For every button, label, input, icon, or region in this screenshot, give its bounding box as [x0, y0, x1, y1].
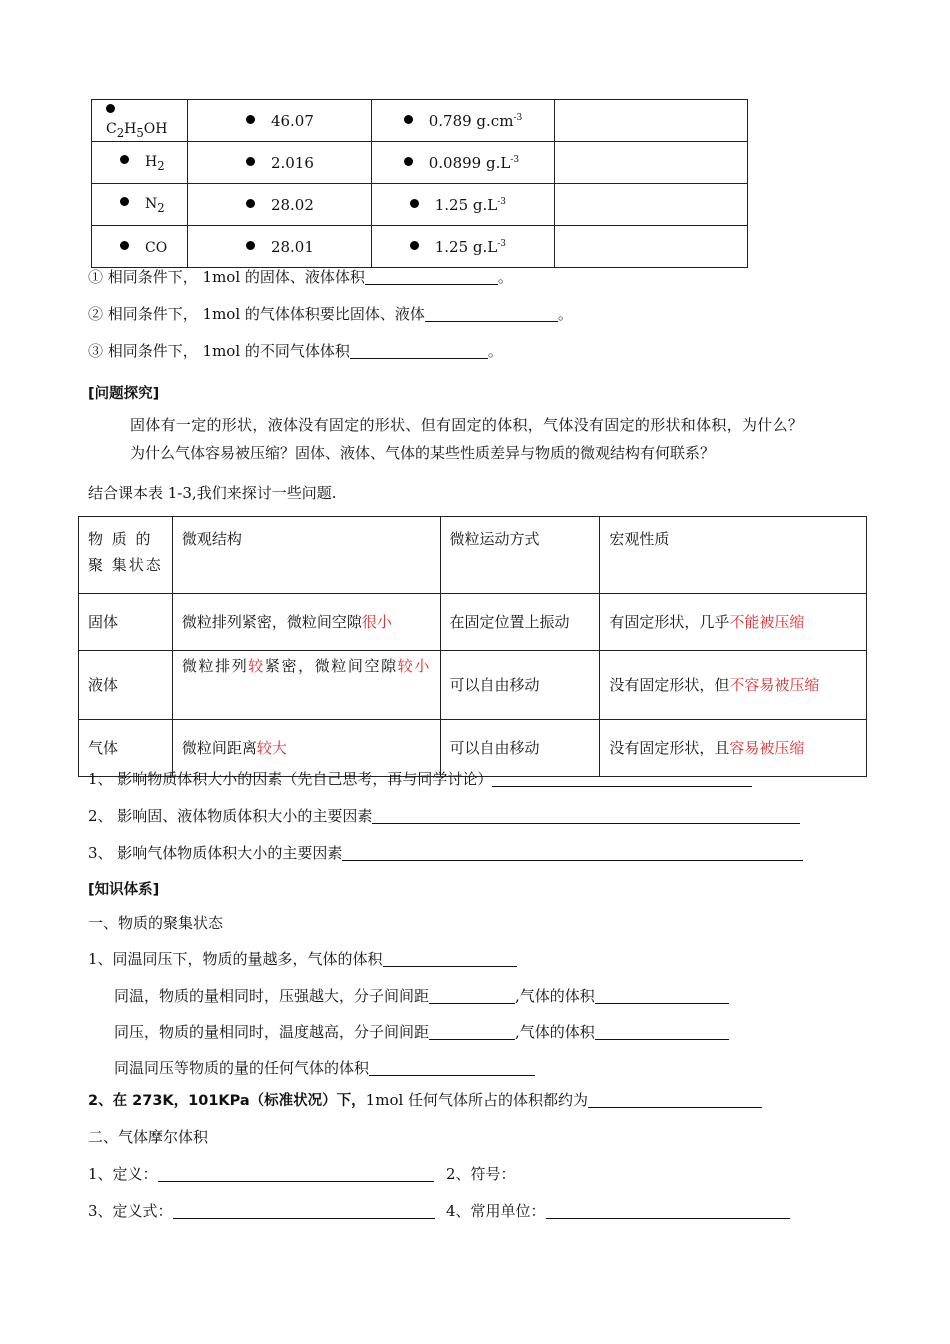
knowledge-item-1: 1、同温同压下，物质的量越多，气体的体积 — [88, 948, 517, 969]
answer-blank[interactable] — [595, 987, 729, 1004]
table-row — [92, 184, 748, 226]
blank-cell — [555, 142, 748, 184]
factor-1: 1、 影响物质体积大小的因素（先自己思考，再与同学讨论） — [88, 768, 752, 789]
answer-blank[interactable] — [383, 950, 517, 967]
density: 1.25 $g.L^{-3}$ — [434, 195, 506, 214]
inquiry-intro: 结合课本表 1-3,我们来探讨一些问题. — [88, 484, 337, 502]
formula: $N_2$ — [145, 196, 165, 215]
formula: $C_2H_5OH$ — [106, 121, 168, 140]
answer-blank[interactable] — [429, 1023, 515, 1040]
answer-blank[interactable] — [342, 844, 803, 861]
blank-cell — [555, 100, 748, 142]
section-title: 一、物质的聚集状态 — [88, 914, 224, 932]
answer-blank[interactable] — [429, 987, 515, 1004]
inquiry-question-2: 为什么气体容易被压缩？固体、液体、气体的某些性质差异与物质的微观结构有何联系？ — [130, 444, 716, 462]
knowledge-sub-3: 同温同压等物质的量的任何气体的体积 — [114, 1057, 535, 1078]
micro-cell: 微粒间距离较大 — [172, 720, 440, 777]
state-cell: 固体 — [79, 594, 173, 651]
blank-cell — [555, 184, 748, 226]
header-state: 物 质 的 聚 集状态 — [79, 517, 173, 594]
factor-3: 3、 影响气体物质体积大小的主要因素 — [88, 842, 803, 863]
macro-cell: 没有固定形状，且容易被压缩 — [600, 720, 867, 777]
bullet-icon — [404, 115, 413, 124]
bullet-icon — [120, 241, 129, 250]
section-title: 二、气体摩尔体积 — [88, 1128, 209, 1146]
factor-2: 2、 影响固、液体物质体积大小的主要因素 — [88, 805, 800, 826]
density: 0.789 $g.cm^{-3}$ — [428, 111, 523, 130]
density: 0.0899 $g.L^{-3}$ — [428, 153, 520, 172]
observation-2: ② 相同条件下， 1mol 的气体体积要比固体、液体 。 — [88, 305, 573, 323]
motion-cell: 可以自由移动 — [440, 651, 600, 720]
knowledge-sub-1: 同温，物质的量相同时，压强越大，分子间间距 ,气体的体积 — [114, 985, 729, 1006]
bullet-icon — [410, 199, 419, 208]
molar-mass: 28.01 — [270, 237, 314, 256]
formula-line: 3、定义式： — [88, 1200, 435, 1221]
answer-blank[interactable] — [546, 1202, 790, 1219]
molar-mass: 2.016 — [270, 153, 314, 172]
bullet-icon — [410, 241, 419, 250]
bullet-icon — [120, 197, 129, 206]
bullet-icon — [120, 155, 129, 164]
macro-cell: 有固定形状，几乎不能被压缩 — [600, 594, 867, 651]
symbol-label: 2、符号： — [446, 1165, 516, 1183]
answer-blank[interactable] — [173, 1202, 435, 1219]
bullet-icon — [246, 199, 255, 208]
bullet-icon — [246, 157, 255, 166]
answer-blank[interactable] — [369, 1059, 535, 1076]
observation-3: ③ 相同条件下， 1mol 的不同气体体积 。 — [88, 342, 503, 360]
answer-blank[interactable] — [588, 1091, 762, 1108]
observation-1: ① 相同条件下， 1mol 的固体、液体体积 。 — [88, 268, 513, 286]
molar-mass: 46.07 — [270, 111, 314, 130]
answer-blank[interactable] — [372, 807, 800, 824]
table-row — [79, 594, 867, 651]
knowledge-sub-2: 同压，物质的量相同时，温度越高，分子间间距 ,气体的体积 — [114, 1021, 729, 1042]
state-cell: 气体 — [79, 720, 173, 777]
definition-line: 1、定义： — [88, 1163, 434, 1184]
answer-blank[interactable] — [158, 1165, 434, 1182]
substance-data-table — [91, 99, 748, 268]
knowledge-heading: [知识体系] — [88, 882, 160, 898]
bullet-icon — [246, 115, 255, 124]
inquiry-heading: [问题探究] — [88, 386, 160, 402]
motion-cell: 在固定位置上振动 — [440, 594, 600, 651]
micro-cell: 微粒排列较紧密，微粒间空隙较小 — [172, 651, 440, 720]
answer-blank[interactable] — [595, 1023, 729, 1040]
header-macro-property: 宏观性质 — [600, 517, 867, 594]
formula: $H_2$ — [145, 154, 165, 173]
formula: CO — [145, 239, 168, 256]
macro-cell: 没有固定形状，但不容易被压缩 — [600, 651, 867, 720]
header-motion: 微粒运动方式 — [440, 517, 600, 594]
bullet-icon — [106, 104, 115, 113]
table-row — [92, 142, 748, 184]
bullet-icon — [246, 241, 255, 250]
answer-blank[interactable] — [365, 268, 498, 285]
table-row — [92, 100, 748, 142]
bullet-icon — [404, 157, 413, 166]
density: 1.25 $g.L^{-3}$ — [434, 237, 506, 256]
knowledge-item-2: 2、在 273K，101KPa（标准状况）下，1mol 任何气体所占的体积都约为 — [88, 1089, 762, 1110]
header-micro-structure: 微观结构 — [172, 517, 440, 594]
answer-blank[interactable] — [425, 305, 558, 322]
inquiry-question-1: 固体有一定的形状，液体没有固定的形状、但有固定的体积，气体没有固定的形状和体积，为什么？ — [130, 416, 804, 434]
molar-mass: 28.02 — [270, 195, 314, 214]
blank-cell — [555, 226, 748, 268]
table-header-row — [79, 517, 867, 594]
answer-blank[interactable] — [350, 342, 488, 359]
micro-cell: 微粒排列紧密，微粒间空隙很小 — [172, 594, 440, 651]
table-row — [79, 651, 867, 720]
motion-cell: 可以自由移动 — [440, 720, 600, 777]
unit-line: 4、常用单位： — [446, 1200, 790, 1221]
answer-blank[interactable] — [492, 770, 752, 787]
states-of-matter-table — [78, 516, 867, 777]
state-cell: 液体 — [79, 651, 173, 720]
table-row — [92, 226, 748, 268]
